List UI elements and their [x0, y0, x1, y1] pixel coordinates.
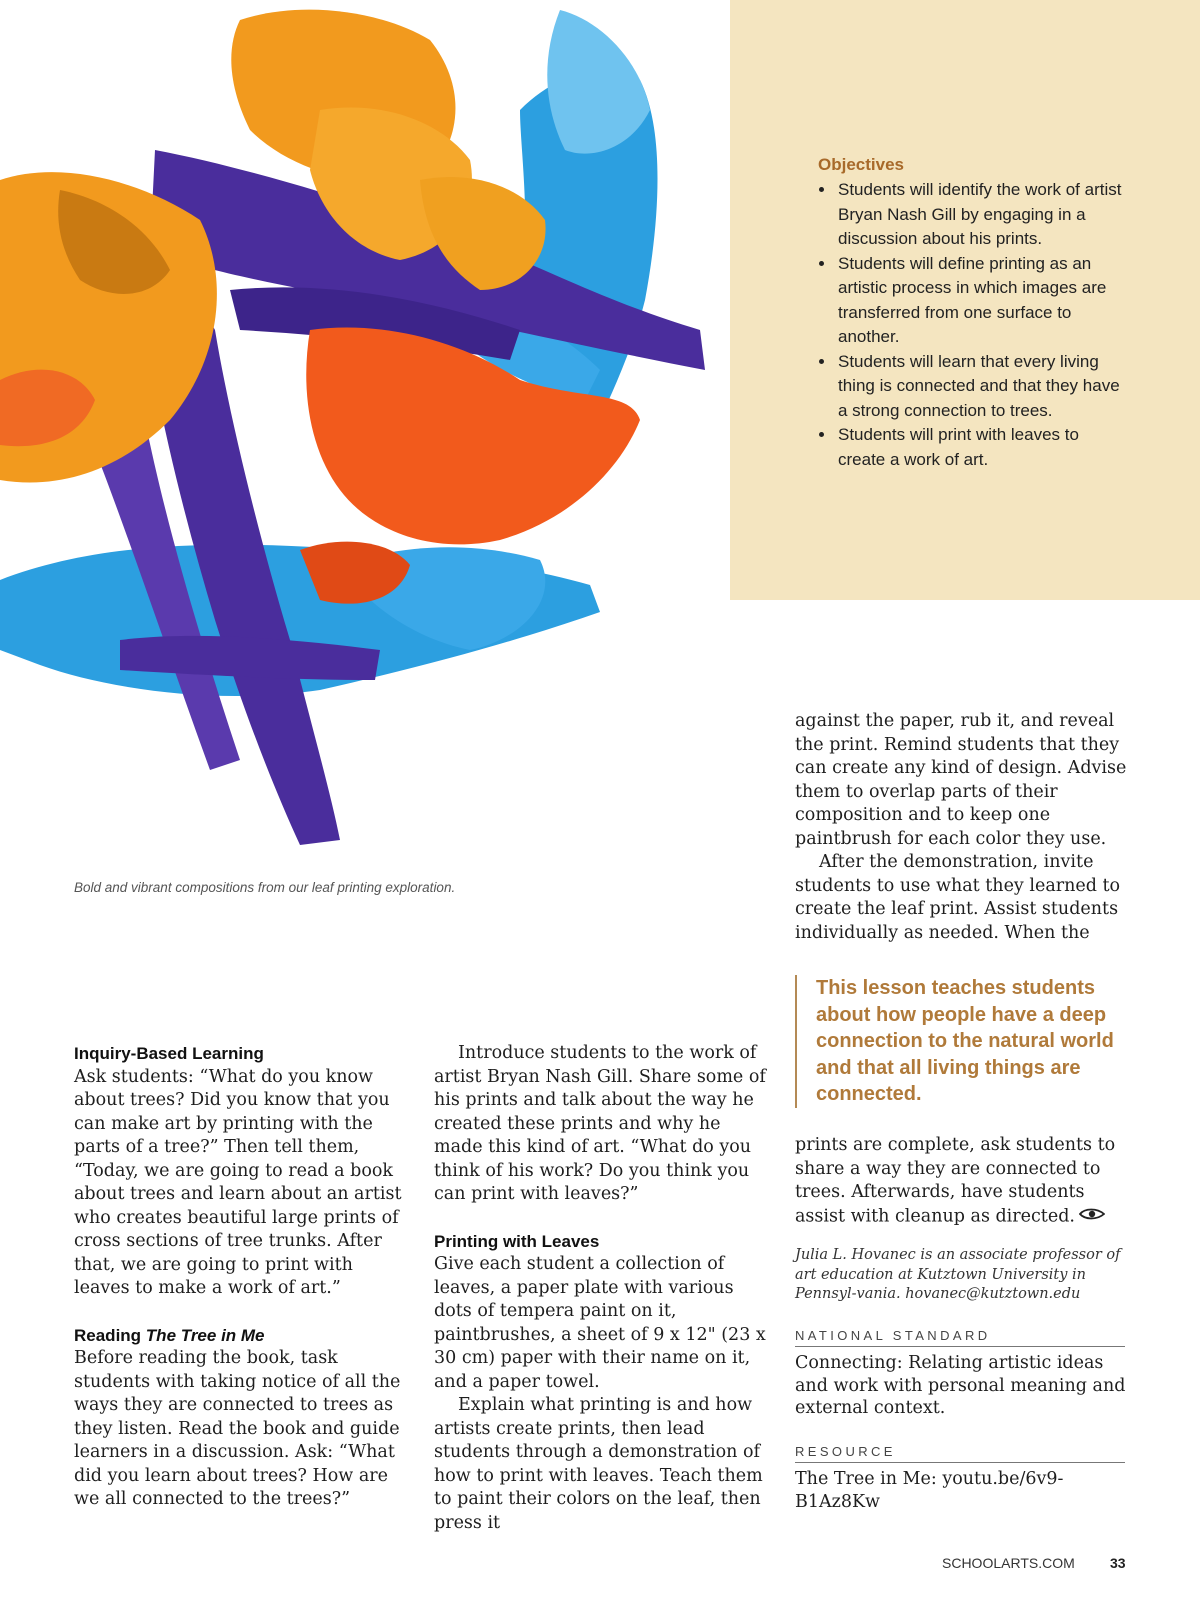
heading-reading-prefix: Reading	[74, 1325, 146, 1345]
heading-inquiry-based-learning: Inquiry-Based Learning	[74, 1044, 264, 1063]
column-3-top	[795, 710, 1130, 945]
paragraph: against the paper, rub it, and reveal the print. Remind students that they can create any kind of design. Advise them to overlap parts of their composition and to keep one paintbrush for each color they use.	[795, 711, 1127, 849]
author-bio: Julia L. Hovanec is an associate professor of art education at Kutztown University in Pennsyl-vania. hovanec@kutztown.edu	[795, 1247, 1121, 1302]
paragraph: Before reading the book, task students with taking notice of all the ways they are connected to trees as they listen. Read the book and guide learners in a discussion. Ask: “What did you learn about trees? How are we all connected to the trees?”	[74, 1348, 401, 1509]
leaf-print-image	[0, 0, 730, 870]
leaf-print-artwork	[0, 0, 730, 870]
objectives-title: Objectives	[818, 155, 904, 174]
paragraph: Explain what printing is and how artists create prints, then lead students through a demonstration of how to print with leaves. Teach them to paint their colors on the leaf, then press it	[434, 1395, 763, 1533]
resource-link[interactable]: The Tree in Me: youtu.be/6v9-B1Az8Kw	[795, 1469, 1064, 1512]
book-title: The Tree in Me	[145, 1325, 265, 1345]
page-number: 33	[1110, 1555, 1126, 1571]
column-1	[74, 1042, 409, 1512]
objectives-box	[730, 0, 1200, 600]
objective-item: • Students will identify the work of artist Bryan Nash Gill by engaging in a discussion about his prints.	[836, 178, 1126, 252]
objectives-list	[818, 178, 1126, 472]
image-caption: Bold and vibrant compositions from our leaf printing exploration.	[74, 880, 456, 895]
footer-site: SCHOOLARTS.COM	[942, 1555, 1075, 1571]
paragraph: After the demonstration, invite students to use what they learned to create the leaf print. Assist students individually as needed. When the	[795, 852, 1121, 943]
objective-item: • Students will print with leaves to create a work of art.	[836, 423, 1126, 472]
objective-item: • Students will define printing as an artistic process in which images are transferred from one surface to another.	[836, 252, 1126, 350]
resource-label: RESOURCE	[795, 1444, 1125, 1463]
column-2	[434, 1042, 769, 1535]
paragraph: Introduce students to the work of artist Bryan Nash Gill. Share some of his prints and talk about the way he created these prints and why he made this kind of art. “What do you think of his work? Do you think you can print with leaves?”	[434, 1043, 766, 1204]
national-standard-text: Connecting: Relating artistic ideas and work with personal meaning and external context.	[795, 1353, 1126, 1418]
pull-quote: This lesson teaches students about how people have a deep connection to the natural world and that all living things are connected.	[795, 975, 1136, 1108]
heading-reading	[74, 1324, 409, 1348]
heading-printing-with-leaves: Printing with Leaves	[434, 1231, 600, 1251]
paragraph-text: prints are complete, ask students to share a way they are connected to trees. Afterwards, have students assist with cleanup as directed.	[795, 1135, 1116, 1226]
paragraph	[795, 1134, 1130, 1228]
paragraph: Give each student a collection of leaves, a paper plate with various dots of tempera paint on it, paintbrushes, a sheet of 9 x 12" (23 x 30 cm) paper with their name on it, and a paper towel.	[434, 1254, 766, 1392]
objective-item: • Students will learn that every living thing is connected and that they have a strong connection to trees.	[836, 350, 1126, 424]
column-3-bottom	[795, 1134, 1130, 1228]
national-standard-label: NATIONAL STANDARD	[795, 1328, 1125, 1347]
paragraph: Ask students: “What do you know about trees? Did you know that you can make art by printing with the parts of a tree?” Then tell them, “Today, we are going to read a book about trees and learn about an artist who creates beautiful large prints of cross sections of tree trunks. After that, we are going to print with leaves to make a work of art.”	[74, 1066, 402, 1298]
eye-icon	[1079, 1205, 1105, 1229]
